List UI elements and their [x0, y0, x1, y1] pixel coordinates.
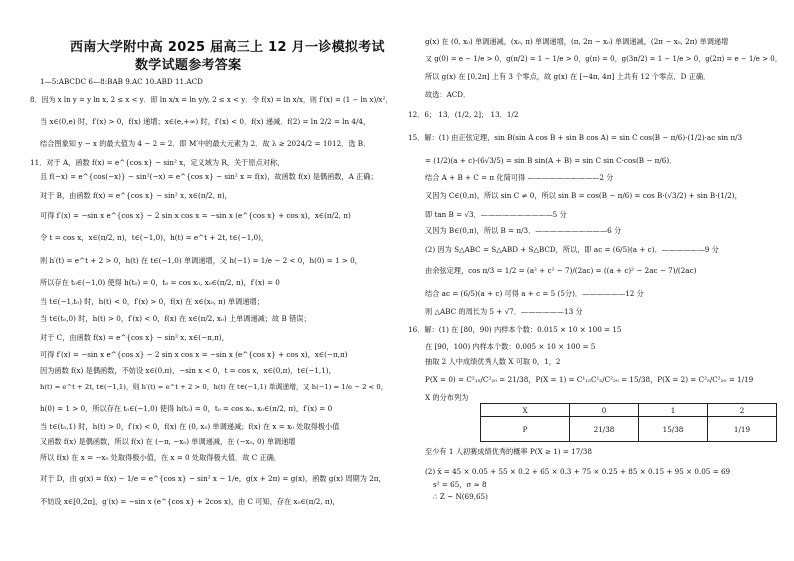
table-header-cell: 0	[570, 404, 639, 417]
answer-line: 由余弦定理，cos π/3 = 1/2 = (a² + c² − 7)/(2ac) = ((a + c)² − 2ac − 7)/(2ac)	[425, 266, 697, 275]
page-subtitle: 数学试题参考答案	[135, 58, 242, 73]
answer-line: 8．因为 x ln y = y ln x, 2 ≤ x < y．即 ln x/x = ln y/y, 2 ≤ x < y．令 f(x) = ln x/x，则 f′(x) = (1 − ln x)/x²，	[30, 96, 393, 104]
answer-line: 且 f(−x) = e^{cos(−x)} − sin²(−x) = e^{cos x} − sin² x = f(x)，故函数 f(x) 是偶函数，A 正确；	[40, 172, 378, 181]
answer-line: s² = 65，σ ≈ 8	[433, 480, 487, 489]
answer-line: 当 t∈(−1,t₀) 时，h(t) < 0，f′(x) > 0，f(x) 在 x∈(x₀, π) 单调递增；	[40, 297, 264, 306]
answer-line: 16．解：(1) 在 [80，90) 内样本个数：0.015 × 10 × 100 = 15	[408, 325, 622, 334]
answer-line: (2) x̄ = 45 × 0.05 + 55 × 0.2 + 65 × 0.3 + 75 × 0.25 + 85 × 0.15 + 95 × 0.05 = 69	[425, 467, 731, 476]
answer-line: 又因为 C∈(0,π)，所以 sin C ≠ 0，所以 sin B = cos(B − π/6) = cos B·(√3/2) + sin B·(1/2)，	[425, 191, 742, 200]
answer-line: 至少有 1 人初赛成绩优秀的概率 P(X ≥ 1) = 17/38	[425, 447, 592, 456]
answer-line: 所以 f(x) 在 x = −x₀ 处取得极小值，在 x = 0 处取得极大值．故 C 正确．	[40, 453, 282, 462]
answer-line: 则 h′(t) = e^t + 2 > 0，h(t) 在 t∈(−1,0) 单调递增，又 h(−1) = 1/e − 2 < 0，h(0) = 1 > 0，	[40, 256, 362, 265]
table-row	[481, 417, 777, 442]
answer-line: 又函数 f(x) 是偶函数，所以 f(x) 在 (−π, −x₀) 单调递减，在 (−x₀, 0) 单调递增	[40, 437, 296, 446]
answer-line: 所以 g(x) 在 [0,2π] 上有 3 个零点，故 g(x) 在 [−4π, 4π] 上共有 12 个零点．D 正确．	[425, 72, 711, 81]
answer-line: 11．对于 A，函数 f(x) = e^{cos x} − sin² x，定义域为 R，关于原点对称，	[30, 158, 285, 167]
answer-line: 又 g(0) = e − 1/e > 0，g(π/2) = 1 − 1/e > 0，g(π) = 0，g(3π/2) = 1 − 1/e > 0，g(2π) = e − 1/e > 0，	[425, 55, 782, 63]
answer-line: = (1/2)(a + c)·(6√3/5) = sin B sin(A + B) = sin C sin C·cos(B − π/6)．	[425, 156, 677, 165]
answer-line: 对于 C，由函数 f(x) = e^{cos x} − sin² x, x∈(−π,π)，	[40, 333, 229, 342]
answer-line: 当 t∈(t₀,0) 时，h(t) > 0，f′(x) < 0，f(x) 在 x∈(π/2, x₀) 上单调递减；故 B 错误；	[40, 314, 311, 323]
answer-line: 故选：ACD．	[425, 90, 471, 99]
table-cell: 15/38	[639, 417, 708, 442]
table-cell: P	[481, 417, 570, 442]
answer-line: 又因为 B∈(0,π)，所以 B = π/3．——————————6 分	[425, 226, 622, 235]
answer-line: ∴ Z ~ N(69,65)	[433, 492, 488, 501]
answer-line: h(0) = 1 > 0，所以存在 t₀∈(−1,0) 使得 h(t₀) = 0，t₀ = cos x₀, x₀∈(π/2, π)，f′(x) = 0	[40, 404, 333, 413]
answer-line: 可得 f′(x) = −sin x e^{cos x} − 2 sin x cos x = −sin x (e^{cos x} + cos x)，x∈(−π,π)	[40, 350, 348, 359]
answer-line: g(x) 在 (0, x₀) 单调递减，(x₀, π) 单调递增，(π, 2π − x₀) 单调递减，(2π − x₀, 2π) 单调递增	[425, 37, 729, 46]
answer-line: h(t) = e^t + 2t, t∈(−1,1)，则 h′(t) = e^t + 2 > 0，h(t) 在 t∈(−1,1) 单调递增，又 h(−1) = 1/e − 2 < 0，	[40, 383, 388, 391]
answer-line: X 的分布列为	[425, 393, 469, 402]
table-header-cell: X	[481, 404, 570, 417]
answer-line: 1—5:ABCDC 6—8:BAB 9.AC 10.ABD 11.ACD	[40, 77, 203, 86]
answer-line: 抽取 2 人中成绩优秀人数 X 可取 0，1，2	[425, 357, 561, 366]
answer-line: P(X = 0) = C²₁₅/C²₂₀ = 21/38，P(X = 1) = C¹₁₅C¹₅/C²₂₀ = 15/38，P(X = 2) = C²₅/C²₂₀ = 1/19	[425, 375, 754, 384]
answer-line: 令 t = cos x，x∈(π/2, π)，t∈(−1,0)，h(t) = e^t + 2t, t∈(−1,0)，	[40, 233, 269, 242]
answer-line: 即 tan B = √3．——————————5 分	[425, 210, 567, 219]
distribution-table	[480, 403, 777, 442]
answer-line: 因为函数 f(x) 是偶函数，不妨设 x∈(0,π)，−sin x < 0，t = cos x，x∈(0,π)，t∈(−1,1)，	[40, 366, 336, 375]
answer-line: 不妨设 x∈[0,2π]，g′(x) = −sin x (e^{cos x} + 2cos x)，由 C 可知，存在 x₀∈(π/2, π)，	[40, 497, 340, 506]
table-header-cell: 2	[708, 404, 777, 417]
answer-line: 结合 ac = (6/5)(a + c) 可得 a + c = 5 (5分)．——————12 分	[425, 289, 644, 298]
answer-line: 则 △ABC 的周长为 5 + √7．——————13 分	[425, 307, 583, 316]
answer-line: 在 [90，100) 内样本个数：0.005 × 10 × 100 = 5	[425, 342, 596, 351]
answer-line: 所以存在 t₀∈(−1,0) 使得 h(t₀) = 0，t₀ = cos x₀, x₀∈(π/2, π)，f′(x) = 0	[40, 278, 280, 287]
answer-line: (2) 因为 S△ABC = S△ABD + S△BCD，所以，即 ac = (6/5)(a + c)．——————9 分	[425, 245, 719, 254]
answer-line: 结合 A + B + C = π 化简可得 ——————————2 分	[425, 173, 614, 182]
table-header-cell: 1	[639, 404, 708, 417]
answer-line: 12．6； 13．(1/2, 2]； 13．1/2	[408, 110, 519, 119]
answer-line: 对于 D，由 g(x) = f(x) − 1/e = e^{cos x} − sin² x − 1/e，g(x + 2π) = g(x)，函数 g(x) 周期为 2π，	[40, 474, 386, 483]
answer-line: 可得 f′(x) = −sin x e^{cos x} − 2 sin x cos x = −sin x (e^{cos x} + cos x)，x∈(π/2, π)	[40, 211, 351, 220]
answer-line: 当 t∈(t₀,1) 时，h(t) > 0，f′(x) < 0，f(x) 在 (0, x₀) 单调递减；f(x) 在 x = x₀ 处取得极小值	[40, 422, 340, 431]
page-title: 西南大学附中高 2025 届高三上 12 月一诊模拟考试	[70, 40, 385, 55]
table-cell: 21/38	[570, 417, 639, 442]
table-cell: 1/19	[708, 417, 777, 442]
answer-line: 对于 B，由函数 f(x) = e^{cos x} − sin² x, x∈(π/2, π)，	[40, 191, 232, 200]
table-row	[481, 404, 777, 417]
answer-line: 结合图象知 y − x 的最大值为 4 − 2 = 2．即 M′中的最大元素为 2．故 λ ≥ 2024/2 = 1012．选 B．	[40, 139, 371, 148]
answer-line: 当 x∈(0,e) 时，f′(x) > 0，f(x) 递增；x∈(e,+∞) 时，f′(x) < 0．f(x) 递减．f(2) = ln 2/2 = ln 4/4，	[40, 117, 371, 126]
answer-line: 15．解：(1) 由正弦定理，sin B(sin A cos B + sin B cos A) = sin C cos(B − π/6)·(1/2)·ac sin π/3	[408, 133, 743, 142]
